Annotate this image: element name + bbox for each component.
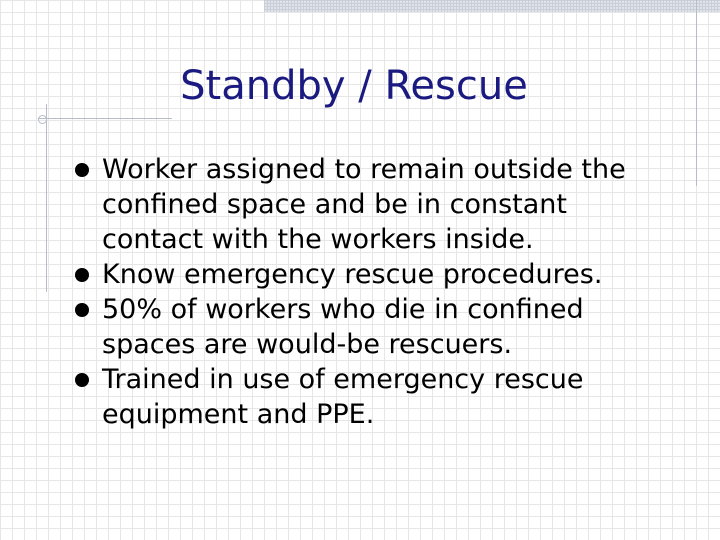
bullet-text: Worker assigned to remain outside the confined space and be in constant contact with the workers inside. <box>102 154 626 255</box>
bullet-item <box>70 292 670 362</box>
bullet-text: Trained in use of emergency rescue equipment and PPE. <box>102 364 584 430</box>
bullet-list <box>70 152 670 432</box>
decorative-horizontal-rule <box>38 118 172 119</box>
bullet-dot-icon <box>75 268 89 282</box>
bullet-text: Know emergency rescue procedures. <box>102 259 603 290</box>
bullet-text: 50% of workers who die in confined spaces are would-be rescuers. <box>102 294 584 360</box>
slide-title: Standby / Rescue <box>180 63 528 109</box>
bullet-dot-icon <box>75 303 89 317</box>
decorative-vertical-rule-left <box>46 104 47 292</box>
bullet-item <box>70 152 670 257</box>
bullet-item <box>70 257 670 292</box>
bullet-dot-icon <box>75 373 89 387</box>
top-decorative-band <box>264 0 720 12</box>
bullet-item <box>70 362 670 432</box>
bullet-dot-icon <box>75 163 89 177</box>
decorative-circle-icon <box>38 115 47 124</box>
